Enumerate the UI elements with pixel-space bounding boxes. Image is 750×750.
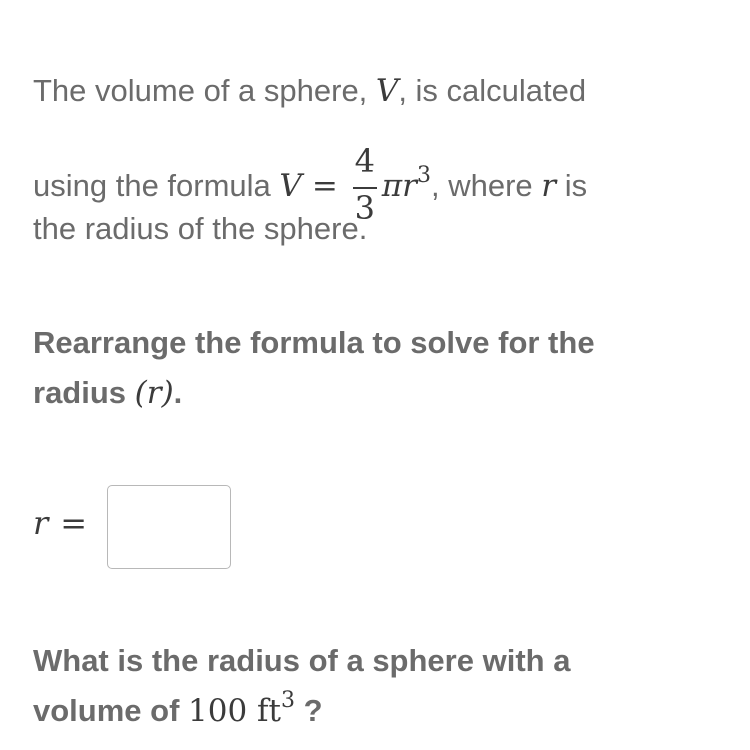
prompt-text: radius	[33, 375, 135, 410]
prompt-text: .	[173, 375, 183, 410]
answer-label	[33, 504, 87, 542]
answer-equals: =	[60, 504, 88, 542]
problem-text: the radius of the sphere.	[33, 211, 368, 246]
problem-text: using the formula	[33, 168, 280, 204]
part2-prompt-line-1	[33, 643, 570, 679]
problem-text: is	[556, 168, 588, 204]
problem-text: The volume of a sphere,	[33, 73, 376, 108]
part2-prompt-line-2	[33, 688, 323, 729]
problem-text: , where	[431, 168, 542, 204]
formula-pi-r: πr	[381, 168, 417, 205]
prompt-text: ?	[294, 693, 323, 728]
problem-text: , is calculated	[398, 73, 587, 108]
volume-variable: V	[375, 73, 399, 109]
part1-prompt-line-1	[33, 325, 595, 361]
problem-statement-line-1	[33, 73, 586, 109]
problem-statement-line-3	[33, 211, 367, 247]
prompt-text: Rearrange the formula to solve for the	[33, 325, 595, 360]
volume-value: 100 ft	[188, 693, 281, 729]
fraction-numerator: 4	[354, 142, 375, 180]
radius-answer-input[interactable]	[107, 485, 231, 569]
part1-prompt-line-2	[33, 375, 182, 411]
formula-lhs: V	[279, 168, 302, 205]
cut-off-text-line	[33, 737, 733, 750]
radius-variable: r	[541, 168, 557, 205]
formula-exponent: 3	[417, 163, 431, 189]
prompt-text: volume of	[33, 693, 189, 728]
volume-exponent: 3	[280, 688, 295, 713]
answer-variable: r	[33, 504, 49, 542]
prompt-radius-variable: (r)	[134, 375, 174, 411]
formula-equals: =	[311, 168, 338, 205]
fraction-denominator: 3	[354, 189, 375, 227]
prompt-text: What is the radius of a sphere with a	[33, 643, 571, 678]
